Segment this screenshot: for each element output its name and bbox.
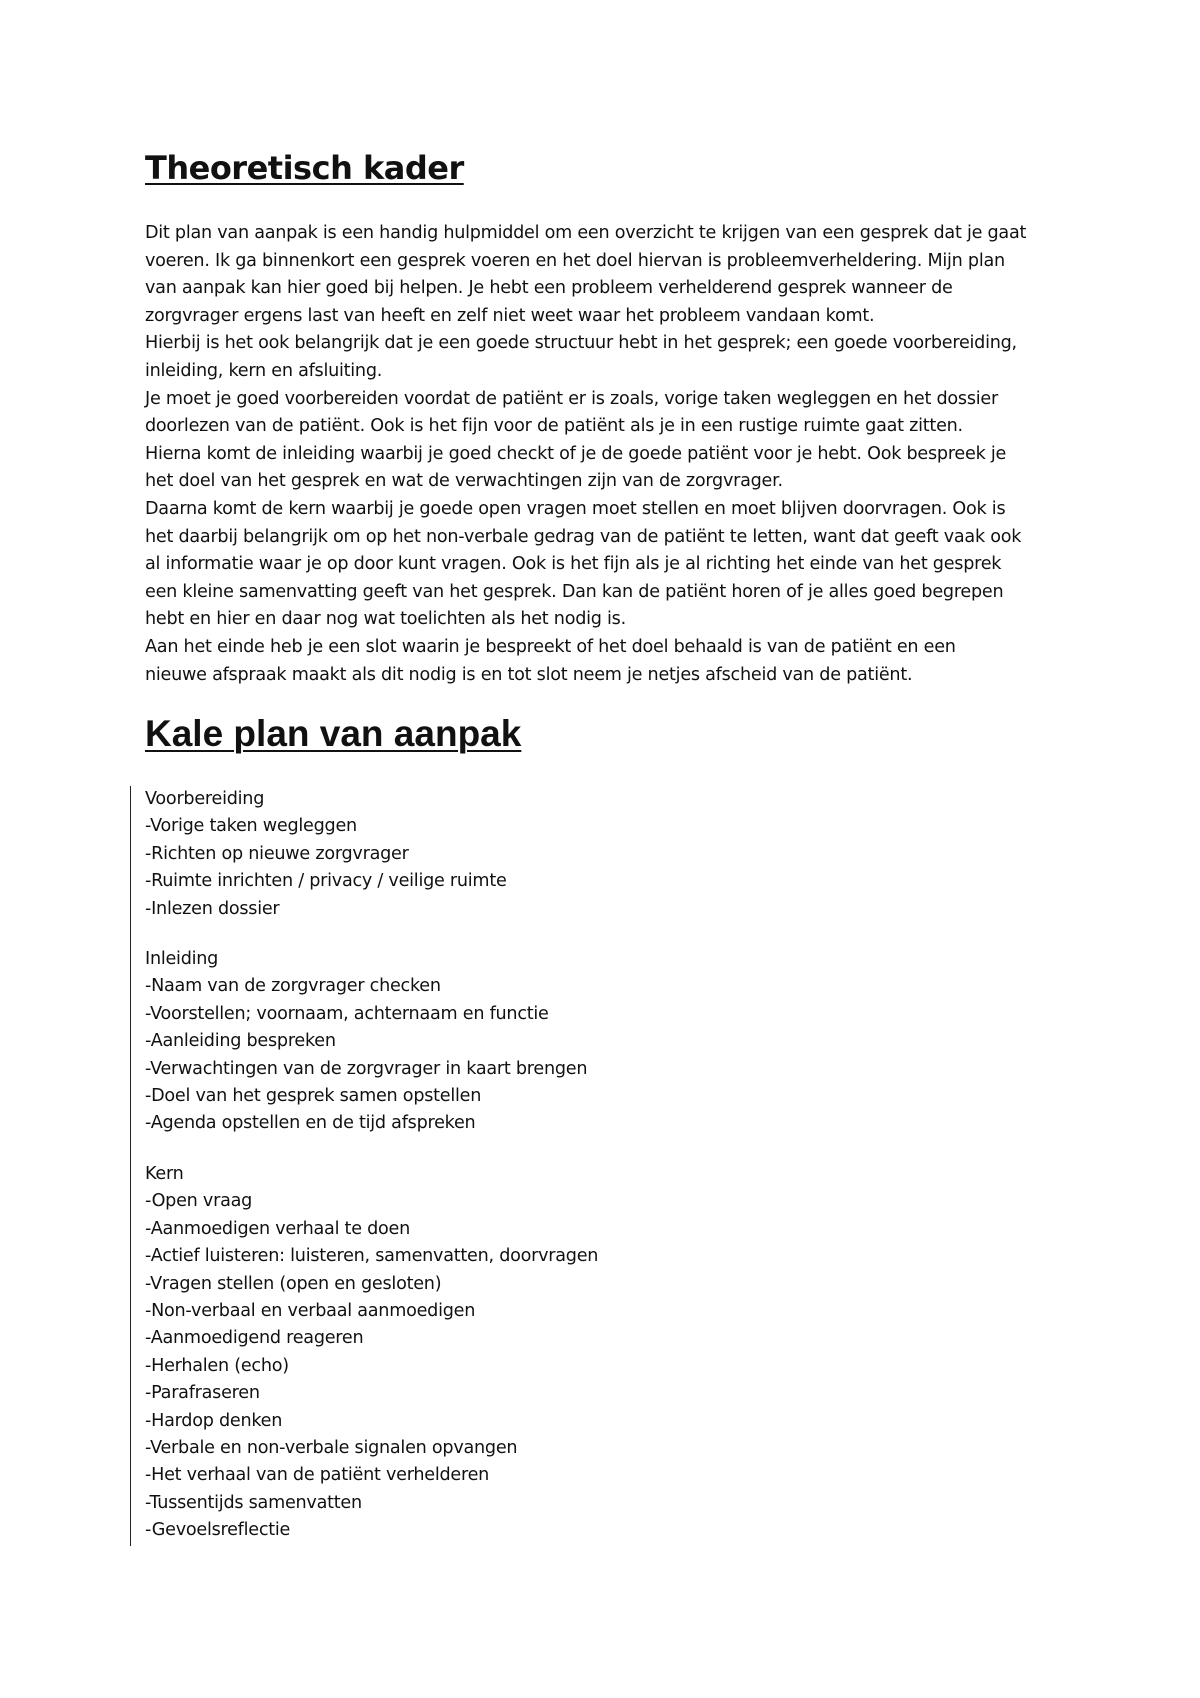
list-item: -Aanmoedigen verhaal te doen xyxy=(145,1218,411,1239)
section-heading-theoretisch-kader: Theoretisch kader xyxy=(145,149,464,187)
body-line: hebt en hier en daar nog wat toelichten als het nodig is. xyxy=(145,609,626,630)
list-item: -Doel van het gesprek samen opstellen xyxy=(145,1086,482,1107)
list-item: -Aanleiding bespreken xyxy=(145,1031,336,1052)
body-line: Je moet je goed voorbereiden voordat de patiënt er is zoals, vorige taken wegleggen en het dossier xyxy=(145,388,998,409)
plan-van-aanpak-list xyxy=(130,786,930,1546)
list-item: -Gevoelsreflectie xyxy=(145,1520,291,1541)
body-line: al informatie waar je op door kunt vragen. Ook is het fijn als je al richting het einde van het gesprek xyxy=(145,554,1002,575)
theoretisch-kader-body xyxy=(145,220,1075,689)
body-line: Hierna komt de inleiding waarbij je goed checkt of je de goede patiënt voor je hebt. Ook bespreek je xyxy=(145,443,1007,464)
list-item: -Vorige taken wegleggen xyxy=(145,816,357,837)
body-line: van aanpak kan hier goed bij helpen. Je hebt een probleem verhelderend gesprek wanneer de xyxy=(145,278,953,299)
plan-section-inleiding xyxy=(145,946,930,1138)
list-item: -Open vraag xyxy=(145,1191,253,1212)
section-heading-kale-plan-van-aanpak: Kale plan van aanpak xyxy=(145,713,522,754)
body-line: het doel van het gesprek en wat de verwachtingen zijn van de zorgvrager. xyxy=(145,471,783,492)
plan-section-items xyxy=(145,973,930,1137)
list-item: -Verbale en non-verbale signalen opvangen xyxy=(145,1437,518,1458)
body-line: een kleine samenvatting geeft van het gesprek. Dan kan de patiënt horen of je alles goed begrepen xyxy=(145,581,1004,602)
body-line: Hierbij is het ook belangrijk dat je een goede structuur hebt in het gesprek; een goede voorbereiding, xyxy=(145,333,1017,354)
list-item: -Hardop denken xyxy=(145,1410,283,1431)
list-item: -Agenda opstellen en de tijd afspreken xyxy=(145,1113,476,1134)
list-item: -Herhalen (echo) xyxy=(145,1355,289,1376)
body-line: nieuwe afspraak maakt als dit nodig is en tot slot neem je netjes afscheid van de patiënt. xyxy=(145,664,913,685)
body-line: voeren. Ik ga binnenkort een gesprek voeren en het doel hiervan is probleemverheldering. Mijn plan xyxy=(145,250,1005,271)
list-item: -Richten op nieuwe zorgvrager xyxy=(145,843,409,864)
list-item: -Tussentijds samenvatten xyxy=(145,1492,362,1513)
list-item: -Naam van de zorgvrager checken xyxy=(145,976,441,997)
list-item: -Voorstellen; voornaam, achternaam en functie xyxy=(145,1003,549,1024)
plan-section-title: Voorbereiding xyxy=(145,789,265,809)
body-line: Daarna komt de kern waarbij je goede open vragen moet stellen en moet blijven doorvragen. Ook is xyxy=(145,498,1006,519)
plan-section-title: Inleiding xyxy=(145,949,219,970)
plan-section-voorbereiding xyxy=(145,786,930,923)
body-line: Dit plan van aanpak is een handig hulpmiddel om een overzicht te krijgen van een gesprek dat je gaat xyxy=(145,223,1027,243)
plan-section-items xyxy=(145,813,930,923)
list-item: -Vragen stellen (open en gesloten) xyxy=(145,1273,442,1294)
list-item: -Actief luisteren: luisteren, samenvatten, doorvragen xyxy=(145,1246,599,1267)
body-line: het daarbij belangrijk om op het non-verbale gedrag van de patiënt te letten, want dat geeft vaak ook xyxy=(145,526,1022,547)
body-line: Aan het einde heb je een slot waarin je bespreekt of het doel behaald is van de patiënt en een xyxy=(145,636,956,657)
body-line: inleiding, kern en afsluiting. xyxy=(145,360,383,381)
list-item: -Aanmoedigend reageren xyxy=(145,1328,364,1349)
list-item: -Verwachtingen van de zorgvrager in kaart brengen xyxy=(145,1058,588,1079)
plan-section-title: Kern xyxy=(145,1163,184,1184)
list-item: -Non-verbaal en verbaal aanmoedigen xyxy=(145,1300,476,1321)
list-item: -Ruimte inrichten / privacy / veilige ruimte xyxy=(145,871,507,892)
body-line: doorlezen van de patiënt. Ook is het fijn voor de patiënt als je in een rustige ruimte gaat zitten. xyxy=(145,416,963,437)
plan-section-kern xyxy=(145,1161,930,1545)
list-item: -Het verhaal van de patiënt verhelderen xyxy=(145,1465,490,1486)
list-item: -Parafraseren xyxy=(145,1383,260,1404)
plan-section-items xyxy=(145,1188,930,1544)
body-line: zorgvrager ergens last van heeft en zelf niet weet waar het probleem vandaan komt. xyxy=(145,305,875,326)
list-item: -Inlezen dossier xyxy=(145,898,280,919)
